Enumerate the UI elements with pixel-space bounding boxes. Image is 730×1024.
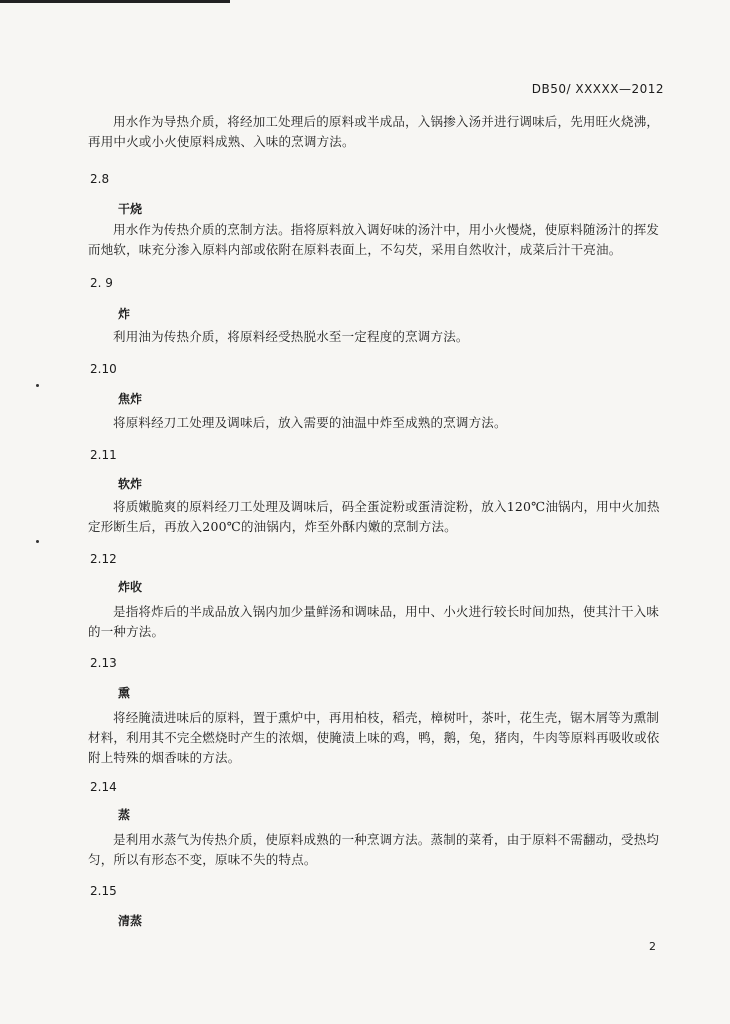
section-title-2-11: 软炸 <box>118 477 143 491</box>
section-title-2-13: 熏 <box>118 686 131 700</box>
scan-speck <box>36 384 39 387</box>
section-title-2-15: 清蒸 <box>118 914 143 928</box>
section-title-2-9: 炸 <box>118 307 131 321</box>
section-number-2-11: 2.11 <box>90 448 117 462</box>
section-title-2-8: 干烧 <box>118 202 143 216</box>
page-number: 2 <box>649 940 656 953</box>
section-text-2-14: 是利用水蒸气为传热介质，使原料成熟的一种烹调方法。蒸制的菜肴，由于原料不需翻动，受热均匀，所以有形态不变，原味不失的特点。 <box>88 832 660 867</box>
section-number-2-12: 2.12 <box>90 552 117 566</box>
section-number-2-13: 2.13 <box>90 656 117 670</box>
section-text-2-10: 将原料经刀工处理及调味后，放入需要的油温中炸至成熟的烹调方法。 <box>113 415 507 430</box>
section-title-2-10: 焦炸 <box>118 392 143 406</box>
standard-code: DB50/ XXXXX—2012 <box>531 82 664 96</box>
scan-edge-line <box>0 0 230 3</box>
section-number-2-8: 2.8 <box>90 172 110 186</box>
section-text-2-11: 将质嫩脆爽的原料经刀工处理及调味后，码全蛋淀粉或蛋清淀粉，放入120℃油锅内，用中火加热定形断生后，再放入200℃的油锅内，炸至外酥内嫩的烹制方法。 <box>88 499 660 534</box>
section-number-2-15: 2.15 <box>90 884 117 898</box>
section-number-2-10: 2.10 <box>90 362 117 376</box>
section-title-2-14: 蒸 <box>118 808 131 822</box>
section-text-2-12: 是指将炸后的半成品放入锅内加少量鲜汤和调味品，用中、小火进行较长时间加热，使其汁干入味的一种方法。 <box>88 604 660 639</box>
section-number-2-9: 2. 9 <box>90 276 113 290</box>
paragraph-continued: 用水作为导热介质，将经加工处理后的原料或半成品，入锅掺入汤并进行调味后，先用旺火烧沸，再用中火或小火使原料成熟、入味的烹调方法。 <box>88 114 660 149</box>
scan-speck <box>36 540 39 543</box>
section-text-2-8: 用水作为传热介质的烹制方法。指将原料放入调好味的汤汁中，用小火慢烧，使原料随汤汁的挥发而灺软，味充分渗入原料内部或依附在原料表面上，不勾芡，采用自然收汁，成菜后汁干亮油。 <box>88 222 660 257</box>
section-number-2-14: 2.14 <box>90 780 117 794</box>
section-title-2-12: 炸收 <box>118 580 143 594</box>
section-text-2-13: 将经腌渍进味后的原料，置于熏炉中，再用柏枝，稻壳，樟树叶，茶叶，花生壳，锯木屑等为熏制材料，利用其不完全燃烧时产生的浓烟，使腌渍上味的鸡，鸭，鹅，兔，猪肉，牛肉等原料再吸收或依附上特殊的烟香味的方法。 <box>88 710 660 765</box>
section-text-2-9: 利用油为传热介质，将原料经受热脱水至一定程度的烹调方法。 <box>113 329 469 344</box>
